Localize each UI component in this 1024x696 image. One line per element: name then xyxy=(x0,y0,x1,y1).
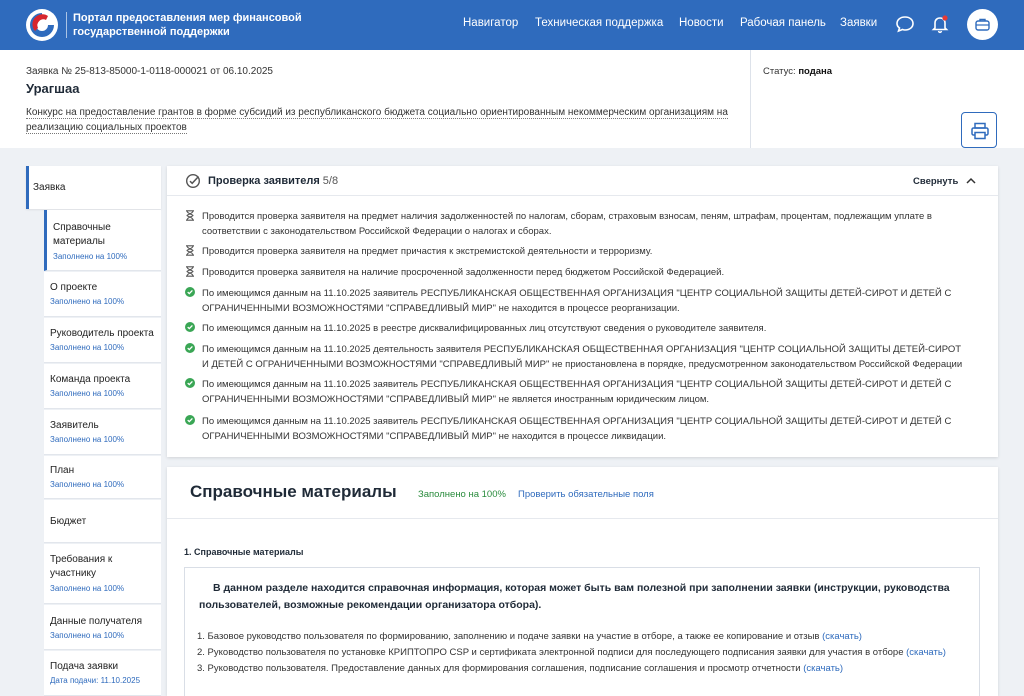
profile-icon xyxy=(975,18,990,31)
check-item-text: Проводится проверка заявителя на предмет причастия к экстремистской деятельности и терроризму. xyxy=(202,246,653,257)
reference-item-text: 2. Руководство пользователя по установке КРИПТОПРО CSP и сертификата электронной подписи для последующего подписания заявки для участия в отборе xyxy=(197,647,904,658)
check-item xyxy=(185,377,975,407)
application-status xyxy=(763,66,832,77)
application-header xyxy=(0,50,1024,148)
sidebar-root-application[interactable] xyxy=(26,166,161,209)
status-value: подана xyxy=(798,66,833,77)
reference-materials-panel xyxy=(167,467,998,696)
reference-item xyxy=(197,647,977,658)
nav-dashboard[interactable]: Рабочая панель xyxy=(740,17,826,29)
chevron-up-icon[interactable] xyxy=(965,175,977,190)
sidebar-item-submission[interactable] xyxy=(44,651,161,696)
sidebar-item-label: Команда проекта xyxy=(50,374,131,385)
application-name: Урагшаа xyxy=(26,81,80,96)
sidebar-item-label: Подача заявки xyxy=(50,661,119,672)
check-item-text: По имеющимся данным на 11.10.2025 заявитель РЕСПУБЛИКАНСКАЯ ОБЩЕСТВЕННАЯ ОРГАНИЗАЦИЯ "ЦЕНТР СОЦИАЛЬНОЙ ЗАЩИТЫ ДЕТЕЙ-СИРОТ И ДЕТЕЙ С ОГРАНИЧЕННЫМИ ВОЗМОЖНОСТЯМИ "СПРАВЕДЛИВЫЙ МИР" не является иностранным юридическим лицом. xyxy=(202,379,952,405)
check-item-text: По имеющимся данным на 11.10.2025 заявитель РЕСПУБЛИКАНСКАЯ ОБЩЕСТВЕННАЯ ОРГАНИЗАЦИЯ "ЦЕНТР СОЦИАЛЬНОЙ ЗАЩИТЫ ДЕТЕЙ-СИРОТ И ДЕТЕЙ С ОГРАНИЧЕННЫМИ ВОЗМОЖНОСТЯМИ "СПРАВЕДЛИВЫЙ МИР" не находится в процессе реорганизации. xyxy=(202,288,952,314)
check-item xyxy=(185,286,975,316)
sidebar-item-label: Заявитель xyxy=(50,420,99,431)
check-circle-icon xyxy=(185,415,195,425)
check-item-text: Проводится проверка заявителя на наличие просроченной задолженности перед бюджетом Российской Федерацией. xyxy=(202,267,725,278)
check-item-text: По имеющимся данным на 11.10.2025 заявитель РЕСПУБЛИКАНСКАЯ ОБЩЕСТВЕННАЯ ОРГАНИЗАЦИЯ "ЦЕНТР СОЦИАЛЬНОЙ ЗАЩИТЫ ДЕТЕЙ-СИРОТ И ДЕТЕЙ С ОГРАНИЧЕННЫМИ ВОЗМОЖНОСТЯМИ "СПРАВЕДЛИВЫЙ МИР" не находится в процессе ликвидации. xyxy=(202,416,952,442)
print-button[interactable] xyxy=(961,112,997,148)
check-required-fields-link[interactable]: Проверить обязательные поля xyxy=(518,489,654,500)
hourglass-icon xyxy=(185,245,195,255)
hourglass-icon xyxy=(185,210,195,220)
nav-tech-support[interactable]: Техническая поддержка xyxy=(535,17,664,29)
section-divider xyxy=(167,518,998,519)
sidebar-item-progress: Заполнено на 100% xyxy=(50,343,125,352)
section-title: Справочные материалы xyxy=(190,482,397,501)
printer-icon xyxy=(970,121,990,141)
check-item xyxy=(185,265,975,280)
sidebar-item-label: Бюджет xyxy=(50,516,87,527)
application-number: Заявка № 25-813-85000-1-0118-000021 от 06.10.2025 xyxy=(26,66,273,77)
sidebar-item-about-project[interactable] xyxy=(44,272,161,317)
bell-icon[interactable] xyxy=(929,13,951,35)
sidebar-item-requirements[interactable] xyxy=(44,544,161,604)
check-circle-icon xyxy=(185,287,195,297)
reference-item-text: 1. Базовое руководство пользователя по формированию, заполнению и подаче заявки на участие в отборе, а также ее копирование и отзыв xyxy=(197,631,820,642)
chat-icon[interactable] xyxy=(894,13,916,35)
sidebar-root-label: Заявка xyxy=(33,182,66,193)
sidebar-item-reference-materials[interactable] xyxy=(44,210,161,271)
status-label: Статус: xyxy=(763,66,796,77)
sidebar-item-plan[interactable] xyxy=(44,456,161,499)
reference-item xyxy=(197,631,977,642)
sidebar-item-progress: Заполнено на 100% xyxy=(50,584,125,593)
check-item-text: По имеющимся данным на 11.10.2025 в реестре дисквалифицированных лиц отсутствуют сведения о руководителе заявителя. xyxy=(202,323,767,334)
sidebar-item-label: Требования к участнику xyxy=(50,554,113,579)
check-item xyxy=(185,244,975,259)
checklist-icon xyxy=(185,173,201,192)
check-item xyxy=(185,414,975,444)
application-description xyxy=(26,105,746,135)
sidebar-item-label: Справочные материалы xyxy=(53,222,111,247)
sidebar-item-applicant[interactable] xyxy=(44,410,161,455)
sidebar-item-budget[interactable] xyxy=(44,500,161,543)
user-avatar[interactable] xyxy=(967,9,998,40)
sidebar-item-project-head[interactable] xyxy=(44,318,161,363)
reference-intro: В данном разделе находится справочная информация, которая может быть вам полезной при заполнении заявки (инструкции, руководства пользователей, возможные рекомендации организатора отбора). xyxy=(199,582,950,611)
sidebar-item-progress: Заполнено на 100% xyxy=(50,435,125,444)
sidebar-item-label: Руководитель проекта xyxy=(50,328,154,339)
check-circle-icon xyxy=(185,322,195,332)
sidebar-item-progress: Заполнено на 100% xyxy=(50,480,125,489)
sidebar-item-label: О проекте xyxy=(50,282,98,293)
section-progress: Заполнено на 100% xyxy=(418,489,506,500)
portal-title[interactable]: Портал предоставления мер финансовой государственной поддержки xyxy=(73,12,302,38)
download-link[interactable]: (скачать) xyxy=(906,647,946,658)
applicant-check-panel xyxy=(167,166,998,457)
check-item xyxy=(185,342,975,372)
sidebar-item-progress: Заполнено на 100% xyxy=(53,252,128,261)
sidebar-item-label: План xyxy=(50,465,75,476)
check-item xyxy=(185,209,975,239)
logo-divider xyxy=(66,12,67,38)
sidebar-item-progress: Заполнено на 100% xyxy=(50,389,125,398)
application-description-text: Конкурс на предоставление грантов в форме субсидий из республиканского бюджета социально ориентированным некоммерческим организациям на реализацию социальных проектов xyxy=(26,107,728,133)
nav-news[interactable]: Новости xyxy=(679,17,724,29)
sidebar-item-project-team[interactable] xyxy=(44,364,161,409)
applicant-check-title xyxy=(208,175,338,187)
reference-item-text: 3. Руководство пользователя. Предоставление данных для формирования соглашения, подписание соглашения и просмотр отчетности xyxy=(197,663,801,674)
reference-info-box xyxy=(184,567,980,696)
sidebar-item-submission-date: Дата подачи: 11.10.2025 xyxy=(50,676,141,685)
download-link[interactable]: (скачать) xyxy=(803,663,844,674)
download-link[interactable]: (скачать) xyxy=(822,631,862,642)
check-item-text: Проводится проверка заявителя на предмет наличия задолженностей по налогам, сборам, страховым взносам, пеням, штрафам, процентам, подлежащим уплате в соответствии с законодательством Российской Федерации о налогах и сборах. xyxy=(202,211,932,237)
applicant-check-count: 5/8 xyxy=(322,175,339,187)
header-separator xyxy=(750,50,751,148)
subsection-title: 1. Справочные материалы xyxy=(184,547,304,557)
check-circle-icon xyxy=(185,378,195,388)
applicant-check-title-text: Проверка заявителя xyxy=(208,175,320,187)
check-item-text: По имеющимся данным на 11.10.2025 деятельность заявителя РЕСПУБЛИКАНСКАЯ ОБЩЕСТВЕННАЯ ОРГАНИЗАЦИЯ "ЦЕНТР СОЦИАЛЬНОЙ ЗАЩИТЫ ДЕТЕЙ-СИРОТ И ДЕТЕЙ С ОГРАНИЧЕННЫМИ ВОЗМОЖНОСТЯМИ "СПРАВЕДЛИВЫЙ МИР" не приостановлена в порядке, предусмотренном законодательством Российской Федерации xyxy=(202,344,963,370)
collapse-button[interactable]: Свернуть xyxy=(913,176,959,187)
check-item xyxy=(185,321,975,336)
sidebar-item-progress: Заполнено на 100% xyxy=(50,631,125,640)
nav-applications[interactable]: Заявки xyxy=(840,17,878,29)
applicant-check-header[interactable] xyxy=(167,166,998,196)
hourglass-icon xyxy=(185,266,195,276)
check-circle-icon xyxy=(185,343,195,353)
reference-item xyxy=(197,663,977,674)
top-bar xyxy=(0,0,1024,50)
nav-navigator[interactable]: Навигатор xyxy=(463,17,519,29)
sidebar-item-label: Данные получателя xyxy=(50,616,142,627)
sidebar-item-progress: Заполнено на 100% xyxy=(50,297,125,306)
sidebar-item-recipient-data[interactable] xyxy=(44,605,161,650)
portal-logo[interactable] xyxy=(26,9,58,41)
